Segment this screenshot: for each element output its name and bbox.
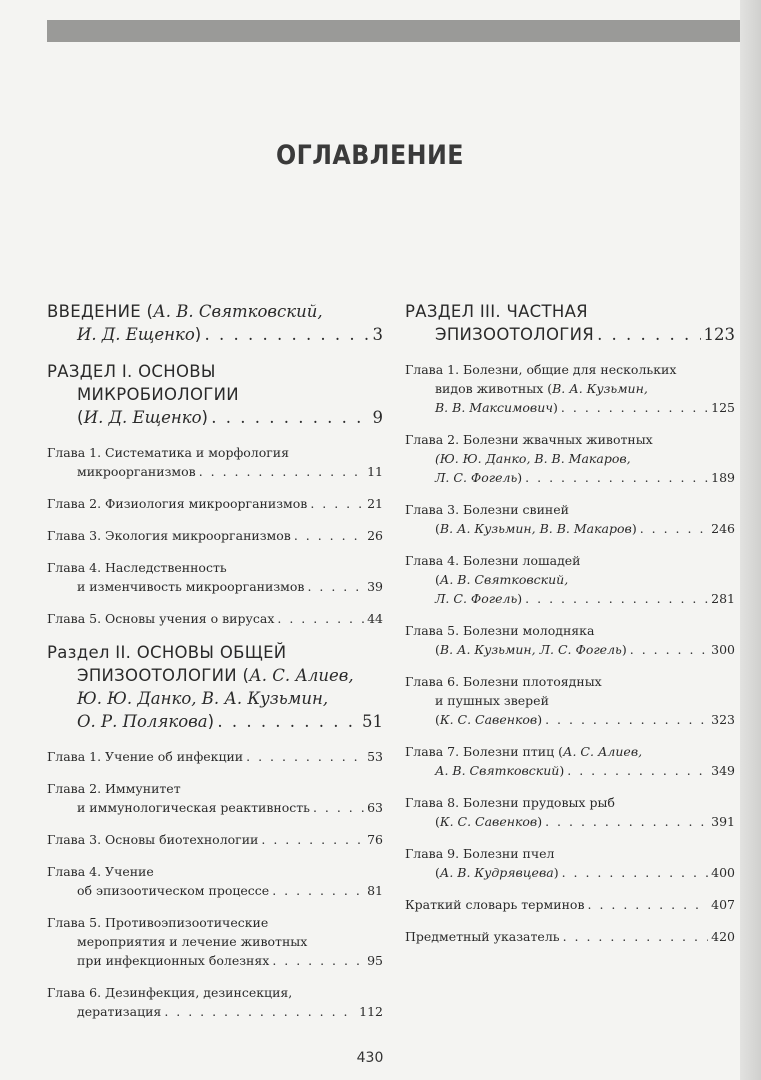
toc-text: Глава 2. Физиология микроорганизмов bbox=[47, 496, 308, 511]
toc-page-number: 81 bbox=[367, 883, 383, 898]
toc-line bbox=[405, 570, 735, 589]
toc-page-number: 281 bbox=[711, 591, 735, 606]
toc-text: ВВЕДЕНИЕ ( bbox=[47, 302, 154, 321]
toc-text: А. С. Алиев, bbox=[563, 744, 643, 759]
dot-leader bbox=[630, 640, 708, 659]
toc-line bbox=[47, 494, 383, 513]
toc-page-number: 125 bbox=[711, 400, 735, 415]
toc-line bbox=[47, 526, 383, 545]
dot-leader bbox=[217, 710, 359, 733]
toc-line bbox=[405, 468, 735, 487]
toc-text: И. Д. Ещенко bbox=[77, 325, 195, 344]
toc-text: А. В. Святковский bbox=[435, 763, 560, 778]
dot-leader bbox=[640, 519, 708, 538]
toc-line bbox=[405, 691, 735, 710]
toc-page-number: 323 bbox=[711, 712, 735, 727]
toc-text: Глава 6. Дезинфекция, дезинсекция, bbox=[47, 985, 293, 1000]
toc-text: и иммунологическая реактивность bbox=[77, 800, 310, 815]
toc-entry bbox=[405, 793, 735, 831]
toc-line bbox=[47, 1002, 383, 1021]
toc-entry bbox=[405, 927, 735, 946]
toc-line bbox=[47, 779, 383, 798]
toc-page-number: 21 bbox=[367, 496, 383, 511]
toc-page-number: 189 bbox=[711, 470, 735, 485]
toc-text: видов животных ( bbox=[435, 381, 553, 396]
toc-line bbox=[405, 379, 735, 398]
toc-entry bbox=[47, 641, 383, 733]
toc-line bbox=[47, 641, 383, 664]
toc-entry bbox=[47, 609, 383, 628]
toc-text: ( bbox=[435, 572, 440, 587]
header-bar bbox=[47, 20, 740, 42]
page-number: 430 bbox=[356, 1050, 384, 1066]
toc-text: Глава 5. Противоэпизоотические bbox=[47, 915, 269, 930]
toc-text: и изменчивость микроорганизмов bbox=[77, 579, 305, 594]
dot-leader bbox=[294, 526, 364, 545]
toc-text: Глава 7. Болезни птиц ( bbox=[405, 744, 564, 759]
toc-column-left bbox=[47, 300, 383, 1034]
toc-text: Глава 3. Основы биотехнологии bbox=[47, 832, 259, 847]
toc-line bbox=[47, 406, 383, 429]
toc-page-number: 44 bbox=[367, 611, 383, 626]
toc-entry bbox=[405, 742, 735, 780]
toc-line bbox=[47, 360, 383, 383]
toc-page-number: 11 bbox=[367, 464, 383, 479]
toc-line bbox=[47, 664, 383, 687]
next-page-edge bbox=[740, 0, 761, 1080]
toc-text: ) bbox=[553, 400, 558, 415]
toc-line bbox=[47, 747, 383, 766]
toc-entry bbox=[405, 844, 735, 882]
toc-line bbox=[405, 519, 735, 538]
toc-text: ) bbox=[517, 470, 523, 485]
toc-entry bbox=[47, 779, 383, 817]
toc-line bbox=[405, 621, 735, 640]
toc-text: ЭПИЗООТОЛОГИЯ bbox=[435, 325, 595, 344]
toc-line bbox=[405, 863, 735, 882]
toc-line bbox=[47, 983, 383, 1002]
toc-text: А. В. Кудрявцева bbox=[439, 865, 554, 880]
toc-page-number: 246 bbox=[711, 521, 735, 536]
toc-line bbox=[405, 360, 735, 379]
toc-entry bbox=[47, 494, 383, 513]
toc-line bbox=[405, 793, 735, 812]
toc-line bbox=[405, 927, 735, 946]
toc-text: ) bbox=[559, 763, 565, 778]
toc-line bbox=[405, 710, 735, 729]
toc-page-number: 95 bbox=[367, 953, 383, 968]
toc-page-number: 112 bbox=[359, 1004, 383, 1019]
toc-text: В. А. Кузьмин, bbox=[552, 381, 648, 396]
toc-text: Глава 9. Болезни пчел bbox=[405, 846, 555, 861]
toc-text: Глава 4. Наследственность bbox=[47, 560, 227, 575]
toc-text: Глава 1. Учение об инфекции bbox=[47, 749, 244, 764]
toc-line bbox=[47, 558, 383, 577]
toc-page-number: 9 bbox=[372, 408, 383, 427]
toc-text: дератизация bbox=[77, 1004, 162, 1019]
toc-text: при инфекционных болезнях bbox=[77, 953, 270, 968]
toc-text: Глава 5. Основы учения о вирусах bbox=[47, 611, 275, 626]
toc-text: ) bbox=[537, 814, 543, 829]
toc-line bbox=[405, 812, 735, 831]
toc-text: Предметный указатель bbox=[405, 929, 560, 944]
dot-leader bbox=[310, 494, 364, 513]
toc-entry bbox=[47, 983, 383, 1021]
toc-text: Л. С. Фогель bbox=[435, 591, 518, 606]
toc-text: мероприятия и лечение животных bbox=[77, 934, 308, 949]
dot-leader bbox=[545, 812, 708, 831]
toc-text: об эпизоотическом процессе bbox=[77, 883, 270, 898]
toc-entry bbox=[405, 895, 735, 914]
dot-leader bbox=[261, 830, 364, 849]
toc-text: Глава 4. Болезни лошадей bbox=[405, 553, 581, 568]
toc-entry bbox=[405, 300, 735, 346]
toc-entry bbox=[47, 360, 383, 429]
toc-entry bbox=[47, 747, 383, 766]
toc-line bbox=[47, 881, 383, 900]
dot-leader bbox=[313, 798, 364, 817]
toc-line bbox=[47, 932, 383, 951]
toc-text: Глава 8. Болезни прудовых рыб bbox=[405, 795, 615, 810]
toc-text: МИКРОБИОЛОГИИ bbox=[77, 385, 239, 404]
toc-line bbox=[47, 577, 383, 596]
dot-leader bbox=[246, 747, 364, 766]
toc-line bbox=[405, 742, 735, 761]
toc-text: микроорганизмов bbox=[77, 464, 196, 479]
toc-text: ) bbox=[207, 712, 215, 731]
toc-text: Глава 3. Экология микроорганизмов bbox=[47, 528, 291, 543]
toc-line bbox=[47, 462, 383, 481]
toc-text: (Ю. Ю. Данко, В. В. Макаров, bbox=[435, 451, 631, 466]
toc-line bbox=[47, 862, 383, 881]
dot-leader bbox=[277, 609, 364, 628]
toc-text: В. В. Максимович bbox=[435, 400, 554, 415]
toc-page-number: 63 bbox=[367, 800, 383, 815]
dot-leader bbox=[562, 863, 709, 882]
toc-text: В. А. Кузьмин, В. В. Макаров bbox=[439, 521, 632, 536]
toc-line bbox=[405, 323, 735, 346]
toc-column-right bbox=[405, 300, 735, 959]
toc-entry bbox=[405, 430, 735, 487]
toc-line bbox=[47, 443, 383, 462]
toc-text: РАЗДЕЛ III. ЧАСТНАЯ bbox=[405, 302, 588, 321]
toc-text: Глава 5. Болезни молодняка bbox=[405, 623, 595, 638]
toc-text: ( bbox=[435, 865, 440, 880]
toc-text: Глава 2. Болезни жвачных животных bbox=[405, 432, 653, 447]
toc-text: ( bbox=[435, 642, 440, 657]
toc-line bbox=[47, 687, 383, 710]
toc-entry bbox=[47, 558, 383, 596]
toc-line bbox=[405, 398, 735, 417]
dot-leader bbox=[199, 462, 364, 481]
toc-text: ) bbox=[631, 521, 637, 536]
toc-text: ) bbox=[621, 642, 627, 657]
toc-text: К. С. Савенков bbox=[439, 814, 538, 829]
toc-text: И. Д. Ещенко bbox=[83, 408, 202, 427]
toc-page-number: 123 bbox=[703, 325, 735, 344]
toc-line bbox=[405, 761, 735, 780]
toc-entry bbox=[47, 300, 383, 346]
toc-line bbox=[405, 430, 735, 449]
toc-page-number: 3 bbox=[372, 325, 383, 344]
dot-leader bbox=[205, 323, 370, 346]
toc-page-number: 391 bbox=[711, 814, 735, 829]
toc-line bbox=[405, 672, 735, 691]
toc-page-number: 39 bbox=[367, 579, 383, 594]
toc-text: ( bbox=[435, 712, 440, 727]
toc-text: К. С. Савенков bbox=[439, 712, 538, 727]
toc-line bbox=[47, 383, 383, 406]
toc-text: Краткий словарь терминов bbox=[405, 897, 585, 912]
toc-entry bbox=[47, 913, 383, 970]
toc-text: О. Р. Полякова bbox=[77, 712, 208, 731]
dot-leader bbox=[211, 406, 369, 429]
toc-page-number: 420 bbox=[711, 929, 735, 944]
dot-leader bbox=[561, 398, 708, 417]
toc-page-number: 26 bbox=[367, 528, 383, 543]
toc-page-number: 53 bbox=[367, 749, 383, 764]
toc-line bbox=[47, 300, 383, 323]
toc-text: ( bbox=[435, 521, 440, 536]
toc-entry bbox=[405, 551, 735, 608]
dot-leader bbox=[588, 895, 709, 914]
toc-text: ) bbox=[194, 325, 202, 344]
dot-leader bbox=[525, 468, 708, 487]
toc-text: А. В. Святковский, bbox=[153, 302, 323, 321]
toc-text: ) bbox=[517, 591, 523, 606]
toc-text: ) bbox=[537, 712, 543, 727]
toc-text: Л. С. Фогель bbox=[435, 470, 518, 485]
dot-leader bbox=[563, 927, 709, 946]
toc-text: Глава 6. Болезни плотоядных bbox=[405, 674, 602, 689]
toc-text: ( bbox=[435, 814, 440, 829]
toc-text: Раздел II. ОСНОВЫ ОБЩЕЙ bbox=[47, 643, 287, 662]
page-title: ОГЛАВЛЕНИЕ bbox=[276, 140, 464, 171]
toc-entry bbox=[47, 830, 383, 849]
dot-leader bbox=[307, 577, 364, 596]
toc-line bbox=[47, 830, 383, 849]
toc-text: В. А. Кузьмин, Л. С. Фогель bbox=[439, 642, 622, 657]
toc-line bbox=[405, 895, 735, 914]
toc-line bbox=[405, 551, 735, 570]
dot-leader bbox=[272, 881, 364, 900]
toc-line bbox=[405, 640, 735, 659]
toc-page-number: 400 bbox=[711, 865, 735, 880]
toc-text: ) bbox=[201, 408, 209, 427]
toc-entry bbox=[405, 360, 735, 417]
toc-line bbox=[47, 913, 383, 932]
toc-line bbox=[405, 300, 735, 323]
toc-text: Глава 3. Болезни свиней bbox=[405, 502, 569, 517]
toc-line bbox=[405, 844, 735, 863]
toc-page-number: 76 bbox=[367, 832, 383, 847]
dot-leader bbox=[272, 951, 364, 970]
dot-leader bbox=[164, 1002, 356, 1021]
toc-text: Ю. Ю. Данко, В. А. Кузьмин, bbox=[77, 689, 329, 708]
toc-entry bbox=[405, 621, 735, 659]
dot-leader bbox=[567, 761, 708, 780]
toc-entry bbox=[405, 500, 735, 538]
toc-text: и пушных зверей bbox=[435, 693, 549, 708]
toc-text: Глава 1. Болезни, общие для нескольких bbox=[405, 362, 677, 377]
toc-line bbox=[405, 500, 735, 519]
dot-leader bbox=[545, 710, 708, 729]
toc-text: Глава 4. Учение bbox=[47, 864, 154, 879]
toc-line bbox=[405, 589, 735, 608]
toc-text: А. С. Алиев, bbox=[249, 666, 354, 685]
toc-page-number: 51 bbox=[362, 712, 383, 731]
toc-line bbox=[47, 798, 383, 817]
toc-text: Глава 1. Систематика и морфология bbox=[47, 445, 289, 460]
dot-leader bbox=[597, 323, 700, 346]
toc-text: Глава 2. Иммунитет bbox=[47, 781, 181, 796]
toc-line bbox=[47, 609, 383, 628]
dot-leader bbox=[525, 589, 708, 608]
toc-line bbox=[47, 951, 383, 970]
toc-text: А. В. Святковский, bbox=[439, 572, 569, 587]
toc-text: ЭПИЗООТОЛОГИИ ( bbox=[77, 666, 250, 685]
toc-entry bbox=[47, 862, 383, 900]
toc-text: РАЗДЕЛ I. ОСНОВЫ bbox=[47, 362, 216, 381]
toc-entry bbox=[405, 672, 735, 729]
toc-line bbox=[47, 710, 383, 733]
toc-text: ) bbox=[553, 865, 559, 880]
toc-page-number: 407 bbox=[711, 897, 735, 912]
toc-entry bbox=[47, 443, 383, 481]
toc-page-number: 300 bbox=[711, 642, 735, 657]
toc-text: ( bbox=[77, 408, 84, 427]
toc-line bbox=[405, 449, 735, 468]
toc-entry bbox=[47, 526, 383, 545]
toc-line bbox=[47, 323, 383, 346]
toc-page-number: 349 bbox=[711, 763, 735, 778]
